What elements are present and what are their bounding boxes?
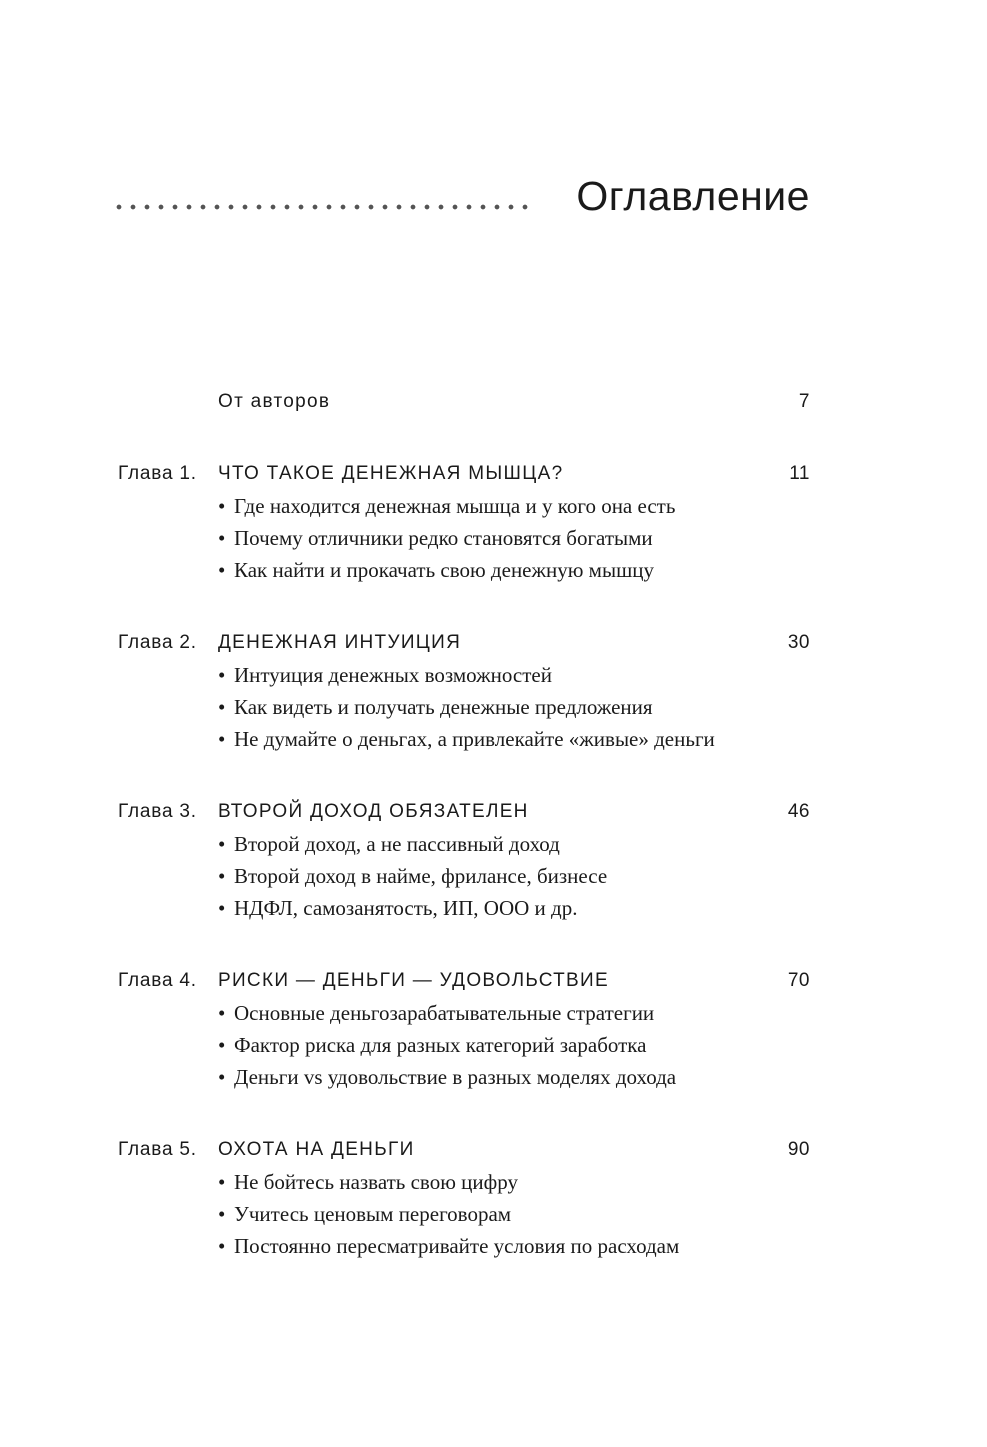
topic-text: НДФЛ, самозанятость, ИП, ООО и др. <box>234 896 578 920</box>
bullet-icon: • <box>218 663 226 687</box>
chapter-topics <box>118 997 810 1093</box>
chapter-page: 90 <box>787 1139 810 1160</box>
chapter-heading[interactable] <box>118 965 810 997</box>
topic-text: Не бойтесь назвать свою цифру <box>234 1170 518 1194</box>
topic-item <box>218 1029 810 1061</box>
topic-item <box>218 659 810 691</box>
chapter-topics <box>118 659 810 755</box>
topic-item <box>218 1061 810 1093</box>
topic-text: Деньги vs удовольствие в разных моделях дохода <box>234 1065 677 1089</box>
table-of-contents <box>118 386 810 1303</box>
topic-text: Фактор риска для разных категорий заработка <box>234 1033 647 1057</box>
toc-entry-intro[interactable] <box>118 386 810 418</box>
toc-intro-title: От авторов <box>218 391 331 412</box>
bullet-icon: • <box>218 832 226 856</box>
bullet-icon: • <box>218 695 226 719</box>
topic-text: Основные деньгозарабатывательные стратегии <box>234 1001 655 1025</box>
topic-item <box>218 490 810 522</box>
topic-item <box>218 1166 810 1198</box>
topic-item <box>218 860 810 892</box>
chapter-title: ВТОРОЙ ДОХОД ОБЯЗАТЕЛЕН <box>218 801 529 822</box>
bullet-icon: • <box>218 727 226 751</box>
toc-chapter-1 <box>118 458 810 586</box>
chapter-topics <box>118 1166 810 1262</box>
topic-item <box>218 1198 810 1230</box>
topic-text: Как видеть и получать денежные предложения <box>234 695 653 719</box>
chapter-label: Глава 1. <box>118 463 197 484</box>
topic-text: Постоянно пересматривайте условия по расходам <box>234 1234 680 1258</box>
topic-item <box>218 997 810 1029</box>
page-title: Оглавление <box>576 172 810 219</box>
topic-item <box>218 828 810 860</box>
dotted-leader <box>112 200 532 214</box>
topic-text: Где находится денежная мышца и у кого она есть <box>234 494 676 518</box>
toc-chapter-3 <box>118 796 810 924</box>
topic-text: Почему отличники редко становятся богатыми <box>234 526 653 550</box>
topic-item <box>218 554 810 586</box>
bullet-icon: • <box>218 1234 226 1258</box>
chapter-heading[interactable] <box>118 796 810 828</box>
bullet-icon: • <box>218 526 226 550</box>
chapter-page: 46 <box>787 801 810 822</box>
bullet-icon: • <box>218 558 226 582</box>
topic-item <box>218 691 810 723</box>
chapter-heading[interactable] <box>118 458 810 490</box>
title-row <box>112 168 810 224</box>
chapter-label: Глава 2. <box>118 632 197 653</box>
topic-text: Второй доход, а не пассивный доход <box>234 832 560 856</box>
topic-text: Не думайте о деньгах, а привлекайте «живые» деньги <box>234 727 715 751</box>
bullet-icon: • <box>218 896 226 920</box>
chapter-label: Глава 5. <box>118 1139 197 1160</box>
bullet-icon: • <box>218 1170 226 1194</box>
bullet-icon: • <box>218 1202 226 1226</box>
chapter-label: Глава 3. <box>118 801 197 822</box>
topic-item <box>218 1230 810 1262</box>
chapter-heading[interactable] <box>118 1134 810 1166</box>
chapter-title: РИСКИ — ДЕНЬГИ — УДОВОЛЬСТВИЕ <box>218 970 609 991</box>
toc-chapter-4 <box>118 965 810 1093</box>
chapter-title: ДЕНЕЖНАЯ ИНТУИЦИЯ <box>218 632 462 653</box>
topic-text: Учитесь ценовым переговорам <box>234 1202 512 1226</box>
chapter-page: 11 <box>789 463 810 484</box>
bullet-icon: • <box>218 1033 226 1057</box>
topic-item <box>218 892 810 924</box>
bullet-icon: • <box>218 494 226 518</box>
chapter-title: ОХОТА НА ДЕНЬГИ <box>218 1139 415 1160</box>
chapter-topics <box>118 828 810 924</box>
chapter-label: Глава 4. <box>118 970 197 991</box>
bullet-icon: • <box>218 1001 226 1025</box>
chapter-topics <box>118 490 810 586</box>
bullet-icon: • <box>218 864 226 888</box>
chapter-page: 30 <box>787 632 810 653</box>
bullet-icon: • <box>218 1065 226 1089</box>
chapter-title: ЧТО ТАКОЕ ДЕНЕЖНАЯ МЫШЦА? <box>218 463 564 484</box>
toc-chapter-5 <box>118 1134 810 1262</box>
topic-text: Как найти и прокачать свою денежную мышцу <box>234 558 654 582</box>
chapter-heading[interactable] <box>118 627 810 659</box>
chapter-page: 70 <box>787 970 810 991</box>
toc-chapter-2 <box>118 627 810 755</box>
topic-text: Второй доход в найме, фрилансе, бизнесе <box>234 864 608 888</box>
topic-item <box>218 522 810 554</box>
topic-text: Интуиция денежных возможностей <box>234 663 552 687</box>
topic-item <box>218 723 810 755</box>
toc-intro-page: 7 <box>798 391 810 412</box>
